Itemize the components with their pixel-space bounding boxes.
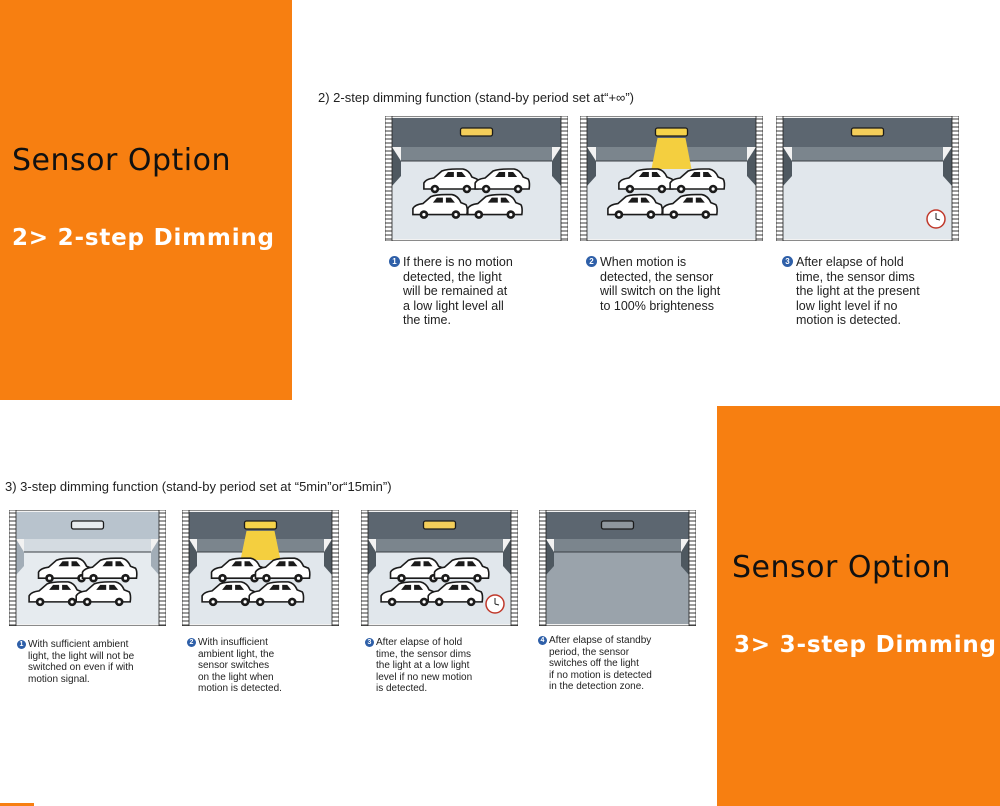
option3-title: Sensor Option (732, 550, 951, 585)
garage-panel-3-3 (361, 510, 518, 626)
step-number-badge: 1 (389, 256, 400, 267)
option2-heading: 2) 2-step dimming function (stand-by period set at“+∞”) (318, 90, 634, 105)
option3-step-1 (17, 639, 188, 685)
garage-panel-3-1 (9, 510, 166, 626)
garage-panel-2-3 (776, 116, 959, 241)
option2-title: Sensor Option (12, 143, 231, 178)
option2-subtitle: 2> 2-step Dimming (12, 225, 275, 251)
option3-subtitle: 3> 3-step Dimming (734, 632, 997, 658)
option3-banner (717, 406, 1000, 806)
clock-icon (486, 595, 504, 613)
light-fixture-icon (461, 128, 493, 136)
option2-step-1 (389, 255, 573, 328)
step-number-badge: 2 (586, 256, 597, 267)
step-number-badge: 3 (365, 638, 374, 647)
option3-heading: 3) 3-step dimming function (stand-by period set at “5min”or“15min”) (5, 479, 392, 494)
step-description: After elapse of standby period, the sensor switches off the light if no motion is detected in the detection zone. (549, 635, 652, 692)
light-fixture-icon (602, 521, 634, 529)
step-description: When motion is detected, the sensor will switch on the light to 100% brighteness (600, 255, 721, 313)
option2-step-3 (782, 255, 966, 328)
clock-icon (927, 210, 945, 228)
light-fixture-icon (656, 128, 688, 136)
garage-panel-3-4 (539, 510, 696, 626)
step-description: With insufficient ambient light, the sensor switches on the light when motion is detected. (198, 637, 282, 694)
light-fixture-icon (424, 521, 456, 529)
garage-panel-2-2 (580, 116, 763, 241)
step-description: After elapse of hold time, the sensor dims the light at the present low light level if no motion is detected. (796, 255, 920, 327)
step-description: With sufficient ambient light, the light will not be switched on even if with motion signal. (28, 639, 135, 685)
option3-step-3 (365, 637, 536, 695)
option2-step-2 (586, 255, 770, 313)
garage-panel-3-2 (182, 510, 339, 626)
light-fixture-icon (852, 128, 884, 136)
light-fixture-icon (245, 521, 277, 529)
step-number-badge: 2 (187, 638, 196, 647)
step-description: After elapse of hold time, the sensor dims the light at a low light level if no new motion is detected. (376, 637, 473, 694)
step-number-badge: 4 (538, 636, 547, 645)
option2-banner (0, 0, 292, 400)
option3-step-2 (187, 637, 358, 695)
step-number-badge: 3 (782, 256, 793, 267)
option3-step-4 (538, 635, 709, 693)
garage-panel-2-1 (385, 116, 568, 241)
step-description: If there is no motion detected, the light will be remained at a low light level all the time. (403, 255, 513, 327)
light-fixture-icon (72, 521, 104, 529)
step-number-badge: 1 (17, 640, 26, 649)
